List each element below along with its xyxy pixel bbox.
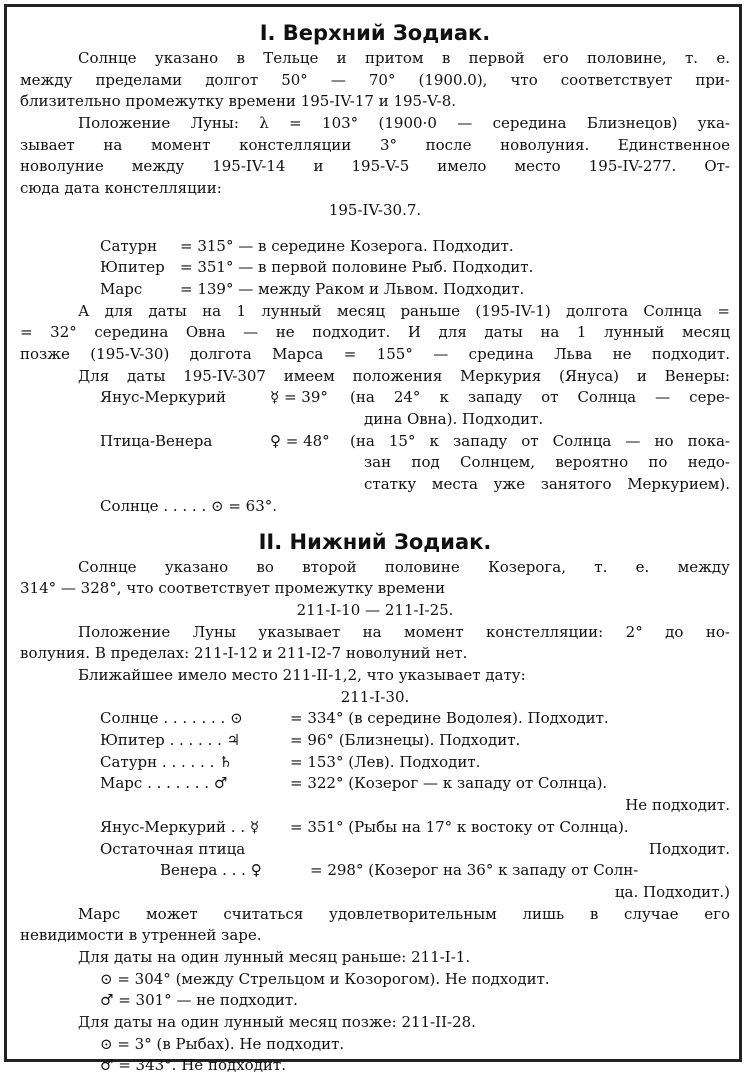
- planet-value: ♀ = 48°: [270, 431, 330, 450]
- text-line: 314° — 328°, что соответствует промежутку времени: [20, 579, 446, 598]
- planet-value: = 351° — в первой половине Рыб. Подходит.: [180, 258, 534, 277]
- s1-paragraph-3: [20, 301, 730, 388]
- planet-name: Марс: [100, 279, 143, 298]
- s1-date: 195-IV-30.7.: [328, 200, 422, 219]
- text-line: Солнце указано в Тельце и притом в первой его половине, т. е.: [78, 49, 730, 67]
- text-line: ⊙ = 3° (в Рыбах). Не подходит.: [100, 1034, 345, 1053]
- mercury-row: [20, 387, 730, 430]
- text-line: А для даты на 1 лунный месяц раньше (195-IV-1) долгота Солнца =: [78, 301, 730, 320]
- planet-value: = 351° (Рыбы на 17° к востоку от Солнца).: [290, 817, 629, 836]
- planet-name: Янус-Меркурий: [100, 388, 227, 407]
- s2-paragraph-2: [20, 622, 730, 687]
- planet-value: Подходит.: [648, 839, 730, 858]
- planet-name: Сатурн: [100, 236, 158, 255]
- planet-name: Янус-Меркурий . . ☿: [100, 817, 260, 836]
- s2-paragraph-1: [20, 557, 730, 600]
- planet-row: [20, 773, 730, 795]
- planet-value: = 334° (в середине Водолея). Подходит.: [290, 709, 609, 728]
- s1-planets: [20, 236, 730, 301]
- text-line: между пределами долгот 50° — 70° (1900.0), что соответствует при-: [20, 70, 730, 89]
- note-line: дина Овна). Подходит.: [364, 410, 544, 429]
- planet-value: = 315° — в середине Козерога. Подходит.: [180, 236, 514, 255]
- s2-range: 211-I-10 — 211-I-25.: [296, 600, 454, 619]
- text-line: ♂ = 301° — не подходит.: [100, 991, 298, 1010]
- planet-row: [20, 860, 730, 882]
- mars-note: Не подходит.: [625, 796, 730, 815]
- s2-date: 211-I-30.: [340, 687, 410, 706]
- section-2-title: II. Нижний Зодиак.: [258, 529, 492, 554]
- planet-name: Сатурн . . . . . . ♄: [100, 752, 233, 771]
- text-line: Положение Луны: λ = 103° (1900·0 — середина Близнецов) ука-: [78, 114, 730, 133]
- planet-note: [350, 387, 730, 430]
- s2-earlier: [20, 947, 730, 1012]
- note-line: (на 15° к западу от Солнца — но пока-: [350, 431, 730, 450]
- planet-row: [20, 708, 730, 730]
- text-line: Для даты на один лунный месяц позже: 211-II-28.: [78, 1013, 476, 1032]
- s1-sun-line: Солнце . . . . . ⊙ = 63°.: [100, 496, 278, 515]
- planet-row: [20, 279, 730, 301]
- text-line: сюда дата констелляции:: [20, 179, 222, 198]
- planet-name: Юпитер . . . . . . ♃: [100, 731, 241, 750]
- planet-name: Юпитер: [100, 258, 165, 277]
- planet-value: = 322° (Козерог — к западу от Солнца).: [290, 774, 608, 793]
- planet-value: ☿ = 39°: [270, 388, 328, 407]
- venus-row: [20, 431, 730, 496]
- text-line: новолуние между 195-IV-14 и 195-V-5 имело место 195-IV-277. От-: [20, 157, 730, 176]
- section-1-title: I. Верхний Зодиак.: [259, 21, 491, 45]
- note-line: (на 24° к западу от Солнца — сере-: [350, 388, 730, 407]
- planet-value: = 96° (Близнецы). Подходит.: [290, 731, 521, 750]
- planet-value: = 153° (Лев). Подходит.: [290, 752, 481, 771]
- text-line: Солнце указано во второй половине Козерога, т. е. между: [78, 557, 730, 576]
- s2-paragraph-3: [20, 904, 730, 947]
- venus-note: ца. Подходит.): [614, 882, 730, 901]
- s1-paragraph-1: [20, 48, 730, 113]
- text-line: Для даты на один лунный месяц раньше: 211-I-1.: [78, 948, 471, 967]
- planet-name: Марс . . . . . . . ♂: [100, 774, 228, 793]
- document-page: [20, 18, 730, 1077]
- s1-paragraph-2: [20, 113, 730, 200]
- planet-row: [20, 839, 730, 861]
- planet-row: [20, 752, 730, 774]
- text-line: = 32° середина Овна — не подходит. И для даты на 1 лунный месяц: [20, 323, 730, 342]
- text-line: волуния. В пределах: 211-I-12 и 211-I2-7 новолуний нет.: [20, 644, 468, 663]
- text-line: зывает на момент констелляции 3° после новолуния. Единственное: [20, 135, 730, 154]
- text-line: Ближайшее имело место 211-II-1,2, что указывает дату:: [78, 666, 526, 684]
- text-line: Положение Луны указывает на момент констелляции: 2° до но-: [78, 622, 730, 641]
- planet-row: [20, 236, 730, 258]
- planet-name: Солнце . . . . . . . ⊙: [100, 709, 243, 728]
- planet-name: Птица-Венера: [100, 431, 213, 450]
- planet-name: Венера . . . ♀: [160, 861, 262, 880]
- text-line: ⊙ = 304° (между Стрельцом и Козорогом). Не подходит.: [100, 969, 550, 988]
- planet-note: [350, 431, 730, 496]
- planet-row: [20, 817, 730, 839]
- note-line: статку места уже занятого Меркурием).: [364, 475, 730, 494]
- planet-row: [20, 730, 730, 752]
- planet-name: Остаточная птица: [100, 839, 246, 858]
- s2-later: [20, 1012, 730, 1077]
- note-line: зан под Солнцем, вероятно по недо-: [364, 453, 730, 472]
- planet-value: = 139° — между Раком и Львом. Подходит.: [180, 279, 525, 298]
- text-line: Для даты 195-IV-307 имеем положения Меркурия (Януса) и Венеры:: [78, 366, 730, 385]
- planet-row: [20, 257, 730, 279]
- text-line: ♂ = 343°. Не подходит.: [100, 1056, 286, 1075]
- planet-value: = 298° (Козерог на 36° к западу от Солн-: [310, 861, 639, 880]
- text-line: позже (195-V-30) долгота Марса = 155° — средина Льва не подходит.: [20, 344, 730, 363]
- text-line: близительно промежутку времени 195-IV-17 и 195-V-8.: [20, 92, 457, 111]
- text-line: невидимости в утренней заре.: [20, 926, 262, 945]
- s2-planets: [20, 708, 730, 903]
- text-line: Марс может считаться удовлетворительным лишь в случае его: [78, 904, 730, 923]
